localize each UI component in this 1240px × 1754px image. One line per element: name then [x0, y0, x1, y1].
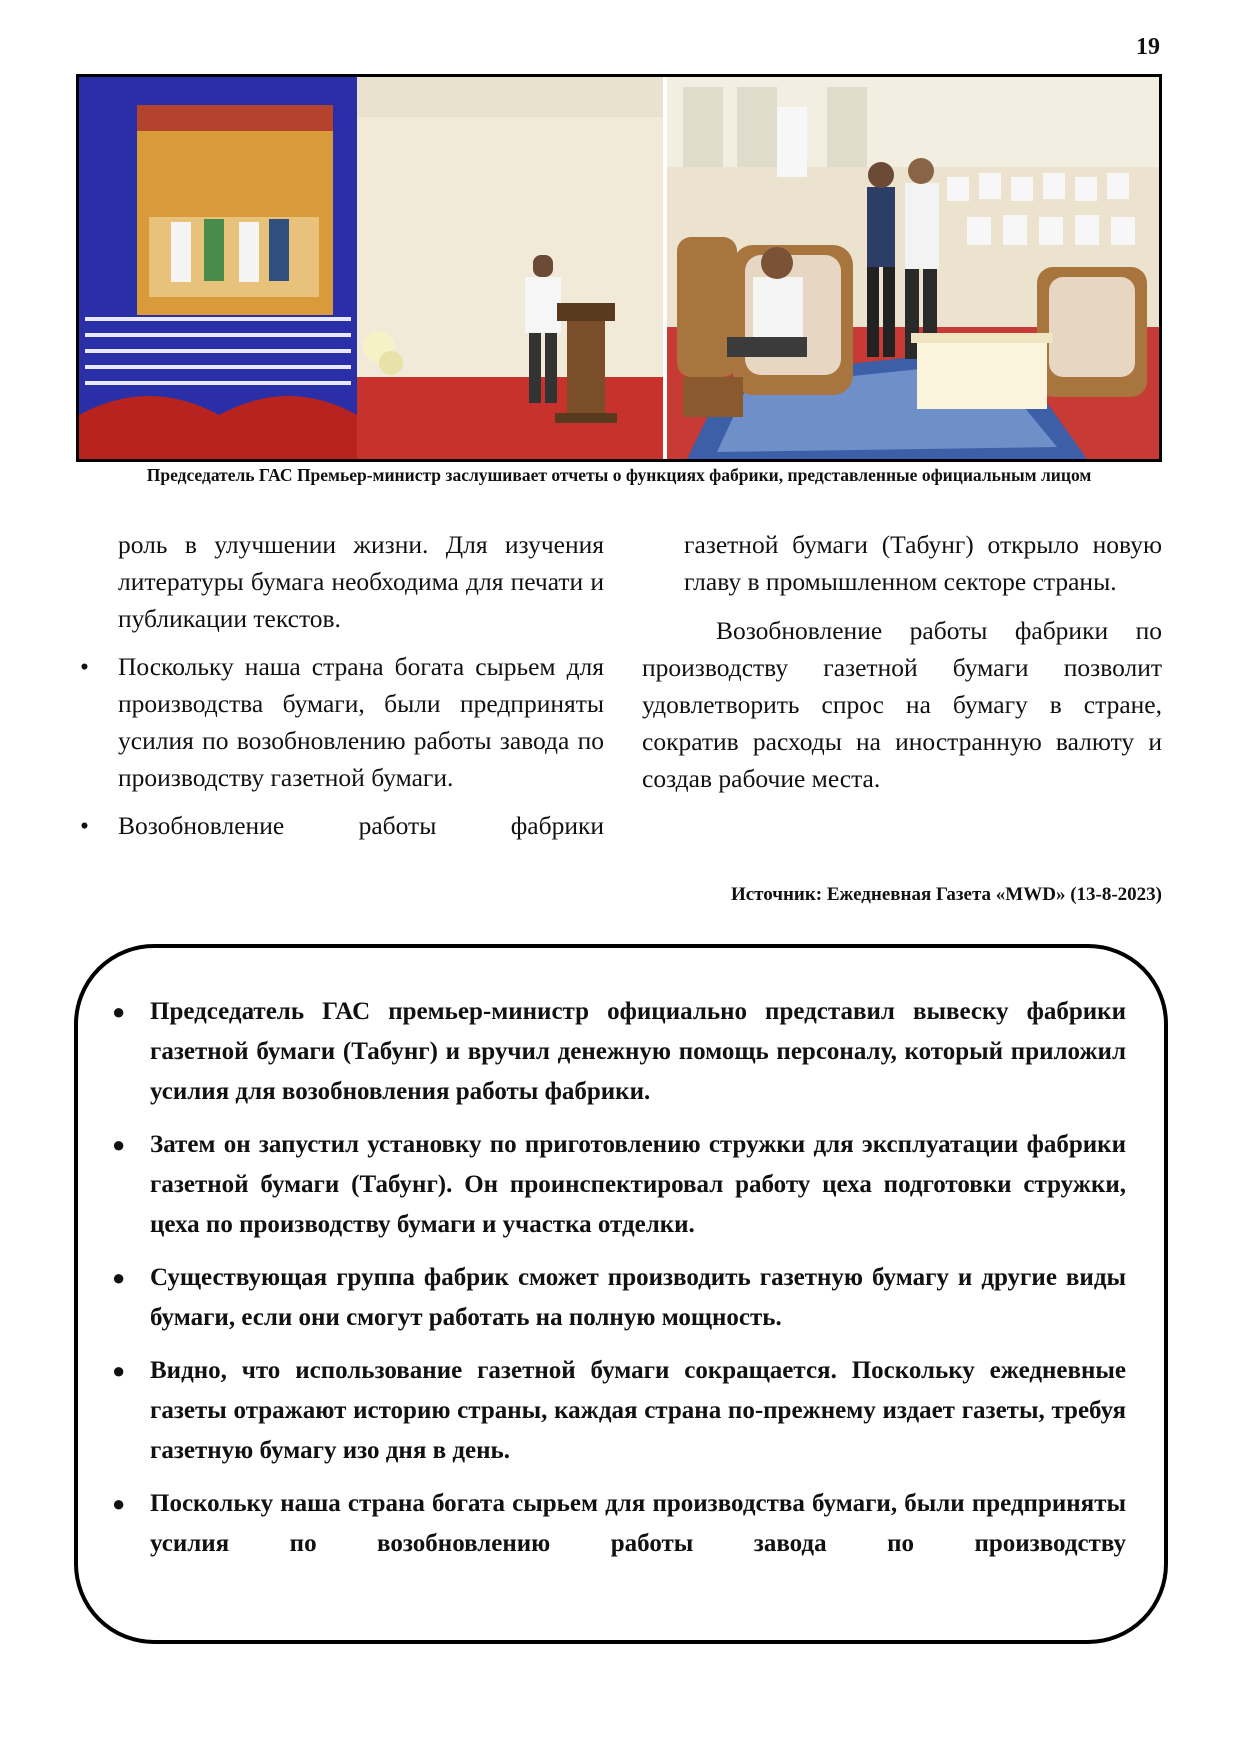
audience-scene-illustration — [667, 77, 1159, 459]
summary-item-text: Поскольку наша страна богата сырьем для производства бумаги, были предприняты усилия по возобновлению работы завода по производству — [150, 1490, 1126, 1557]
right-body-paragraph: Возобновление работы фабрики по производству газетной бумаги позволит удовлетворить спрос на бумагу в стране, сократив расходы на иностранную валюту и создав рабочие места. — [642, 616, 1162, 793]
summary-item — [112, 992, 1126, 1112]
summary-item-text: Затем он запустил установку по приготовлению стружки для эксплуатации фабрики газетной бумаги (Табунг). Он проинспектировал работу цеха подготовки стружки, цеха по производству бумаги и участка отделки. — [150, 1131, 1126, 1238]
bullet-icon: ● — [112, 1491, 126, 1516]
summary-item — [112, 1484, 1126, 1564]
figure-caption: Председатель ГАС Премьер-министр заслушивает отчеты о функциях фабрики, представленные официальным лицом — [146, 465, 1092, 485]
bullet-icon: ● — [112, 1358, 126, 1383]
source-citation: Источник: Ежедневная Газета «MWD» (13-8-2023) — [730, 884, 1162, 905]
bullet-icon: ● — [112, 999, 126, 1024]
summary-item — [112, 1351, 1126, 1471]
right-continuation-paragraph: газетной бумаги (Табунг) открыло новую главу в промышленном секторе страны. — [684, 530, 1162, 596]
page-number: 19 — [1136, 34, 1160, 60]
bullet-icon: ● — [112, 1132, 126, 1157]
bullet-icon: ● — [112, 1265, 126, 1290]
left-column — [76, 526, 604, 844]
photo-figure — [76, 74, 1162, 462]
summary-box — [74, 944, 1168, 1644]
right-column — [642, 526, 1162, 797]
left-continuation-paragraph: роль в улучшении жизни. Для изучения литературы бумага необходима для печати и публикации текстов. — [118, 530, 604, 633]
summary-item-text: Видно, что использование газетной бумаги сокращается. Поскольку ежедневные газеты отражают историю страны, каждая страна по-прежнему издает газеты, требуя газетную бумагу изо дня в день. — [150, 1357, 1126, 1464]
left-bullet-item — [76, 807, 604, 844]
left-bullet-text: Возобновление работы фабрики — [118, 811, 604, 840]
left-bullet-text: Поскольку наша страна богата сырьем для производства бумаги, были предприняты усилия по возобновлению работы завода по производству газетной бумаги. — [118, 652, 604, 792]
presentation-photo — [79, 77, 667, 459]
left-bullet-item — [76, 648, 604, 796]
summary-item-text: Председатель ГАС премьер-министр официально представил вывеску фабрики газетной бумаги (Табунг) и вручил денежную помощь персоналу, который приложил усилия для возобновления работы фабрики. — [150, 998, 1126, 1105]
audience-photo — [667, 77, 1159, 459]
bullet-icon: • — [80, 811, 89, 840]
presentation-scene-illustration — [79, 77, 663, 459]
summary-item — [112, 1125, 1126, 1245]
bullet-icon: • — [80, 652, 89, 681]
summary-list — [78, 948, 1164, 1564]
summary-item-text: Существующая группа фабрик сможет производить газетную бумагу и другие виды бумаги, если они смогут работать на полную мощность. — [150, 1264, 1126, 1331]
summary-item — [112, 1258, 1126, 1338]
